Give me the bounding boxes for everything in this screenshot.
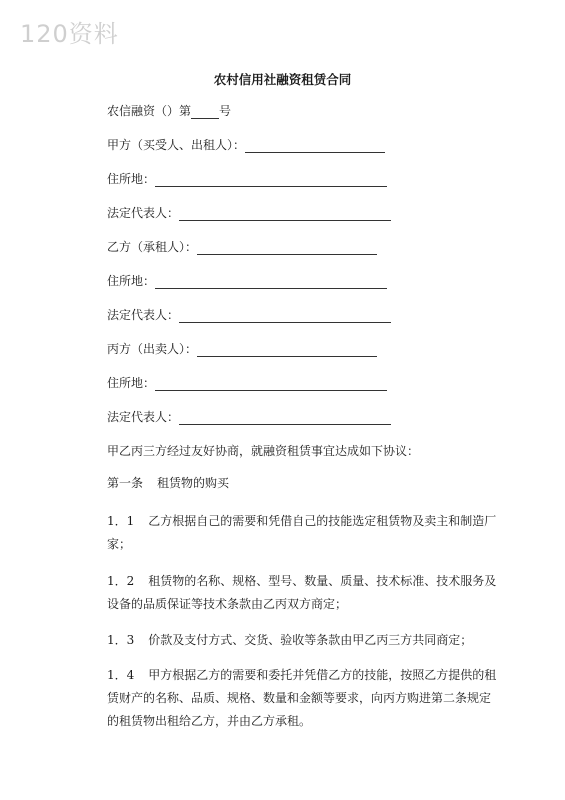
party-a-rep-blank bbox=[179, 208, 391, 221]
party-b-blank bbox=[197, 242, 377, 255]
party-c-address-blank bbox=[155, 378, 387, 391]
contract-number-blank bbox=[191, 106, 219, 119]
party-c-line bbox=[107, 340, 377, 357]
party-c-rep-label: 法定代表人： bbox=[107, 410, 180, 424]
party-b-address-label: 住所地： bbox=[107, 274, 156, 288]
party-b-rep-label: 法定代表人： bbox=[107, 308, 180, 322]
party-b-rep-blank bbox=[179, 310, 391, 323]
contract-number bbox=[107, 102, 231, 119]
party-a-rep-label: 法定代表人： bbox=[107, 206, 180, 220]
clause-1-1 bbox=[107, 510, 497, 556]
clause-1-3 bbox=[107, 629, 497, 652]
clause-1-2 bbox=[107, 570, 497, 616]
party-c-rep-line bbox=[107, 408, 391, 425]
clause-1-1-number: 1．1 bbox=[107, 514, 135, 528]
party-c-rep-blank bbox=[179, 412, 391, 425]
clause-1-4-text: 甲方根据乙方的需要和委托并凭借乙方的技能，按照乙方提供的租赁财产的名称、品质、规格、数量和金额等要求，向丙方购进第二条规定的租赁物出租给乙方，并由乙方承租。 bbox=[107, 668, 497, 728]
clause-1-3-text: 价款及支付方式、交货、验收等条款由甲乙丙三方共同商定； bbox=[148, 633, 473, 647]
clause-1-4 bbox=[107, 664, 497, 733]
document-title: 农村信用社融资租赁合同 bbox=[213, 72, 352, 87]
party-b-address-line bbox=[107, 272, 387, 289]
article-1-number: 第一条 bbox=[107, 476, 144, 490]
clause-1-2-text: 租赁物的名称、规格、型号、数量、质量、技术标准、技术服务及设备的品质保证等技术条款由乙丙双方商定； bbox=[107, 574, 497, 611]
party-b-address-blank bbox=[155, 276, 387, 289]
party-a-rep-line bbox=[107, 204, 391, 221]
contract-number-suffix: 号 bbox=[219, 104, 232, 118]
intro-paragraph: 甲乙丙三方经过友好协商，就融资租赁事宜达成如下协议： bbox=[107, 444, 420, 458]
clause-1-2-number: 1．2 bbox=[107, 574, 135, 588]
party-b-rep-line bbox=[107, 306, 391, 323]
party-a-line bbox=[107, 136, 385, 153]
clause-1-3-number: 1．3 bbox=[107, 633, 135, 647]
watermark: 120资料 bbox=[20, 20, 119, 48]
party-c-label: 丙方（出卖人）： bbox=[107, 342, 198, 356]
clause-1-1-text: 乙方根据自己的需要和凭借自己的技能选定租赁物及卖主和制造厂家； bbox=[107, 514, 497, 551]
contract-number-prefix: 农信融资（）第 bbox=[107, 104, 192, 118]
party-b-label: 乙方（承租人）： bbox=[107, 240, 198, 254]
party-a-address-blank bbox=[155, 174, 387, 187]
party-a-label: 甲方（买受人、出租人）： bbox=[107, 138, 246, 152]
party-c-address-line bbox=[107, 374, 387, 391]
party-c-blank bbox=[197, 344, 377, 357]
clause-1-4-number: 1．4 bbox=[107, 668, 135, 682]
party-a-address-label: 住所地： bbox=[107, 172, 156, 186]
party-a-address-line bbox=[107, 170, 387, 187]
party-b-line bbox=[107, 238, 377, 255]
article-1-heading bbox=[107, 474, 229, 491]
party-a-blank bbox=[245, 140, 385, 153]
party-c-address-label: 住所地： bbox=[107, 376, 156, 390]
article-1-title: 租赁物的购买 bbox=[157, 476, 230, 490]
